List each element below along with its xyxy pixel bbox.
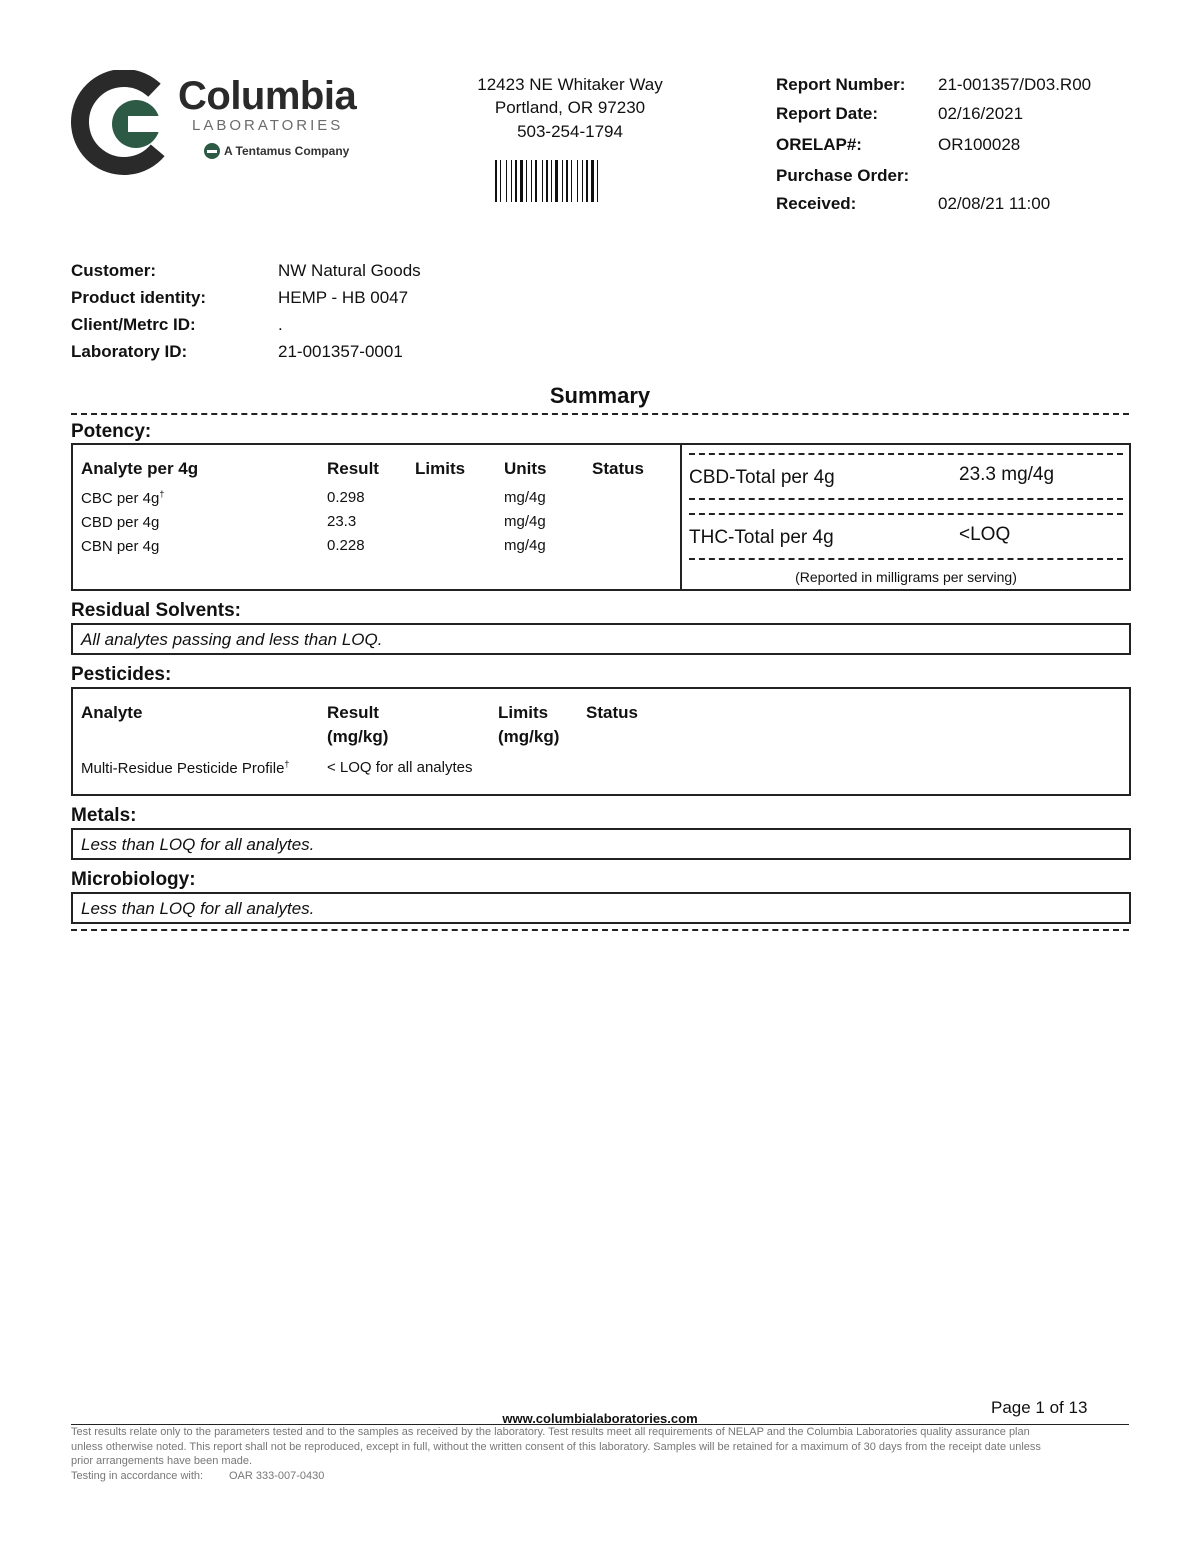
testing-accordance-value: OAR 333-007-0430 (229, 1470, 325, 1482)
footer-url[interactable]: www.columbialaboratories.com (502, 1411, 698, 1426)
footer-disclaimer-line3: prior arrangements have been made. (71, 1455, 252, 1467)
product-identity-label: Product identity: (71, 288, 207, 307)
orelap-number: OR100028 (938, 135, 1021, 154)
microbiology-box (71, 892, 1131, 924)
pesticides-heading: Pesticides: (71, 664, 172, 685)
col-result-unit: (mg/kg) (327, 727, 389, 746)
product-identity: HEMP - HB 0047 (278, 288, 409, 307)
footer-disclaimer-line2: unless otherwise noted. This report shall not be reproduced, except in full, without the written consent of this laboratory. Samples will be retained for a maximum of 30 days from the receipt date unless (71, 1441, 1041, 1453)
testing-accordance-label: Testing in accordance with: (71, 1470, 204, 1482)
potency-divider (680, 445, 682, 589)
page-number: Page 1 of 13 (991, 1398, 1088, 1417)
table-row-units: mg/4g (504, 537, 546, 554)
col-result-header: Result (327, 459, 379, 478)
col-limits-header: Limits (415, 459, 466, 478)
pesticides-box (71, 687, 1131, 796)
table-row-analyte: Multi-Residue Pesticide Profile† (81, 759, 290, 777)
logo-wordmark: Columbia (178, 74, 357, 118)
col-limits-header: Limits (498, 703, 549, 722)
report-date: 02/16/2021 (938, 104, 1024, 123)
client-metrc-id-label: Client/Metrc ID: (71, 315, 196, 334)
purchase-order-label: Purchase Order: (776, 166, 910, 185)
table-row-result: 0.228 (327, 537, 365, 554)
orelap-label: ORELAP#: (776, 135, 862, 154)
table-row-units: mg/4g (504, 489, 546, 506)
table-row-units: mg/4g (504, 513, 546, 530)
footer-divider (71, 1424, 1129, 1425)
residual-solvents-text: All analytes passing and less than LOQ. (81, 630, 383, 649)
received-label: Received: (776, 194, 857, 213)
divider (689, 513, 1123, 515)
microbiology-heading: Microbiology: (71, 869, 196, 890)
divider (71, 413, 1129, 415)
lab-address-line2: Portland, OR 97230 (494, 98, 646, 117)
barcode (495, 160, 629, 202)
cbd-total-label: CBD-Total per 4g (689, 467, 835, 488)
table-row-result: 23.3 (327, 513, 357, 530)
laboratory-id: 21-001357-0001 (278, 342, 403, 361)
col-analyte-header: Analyte per 4g (81, 459, 199, 478)
divider (689, 498, 1123, 500)
logo-tagline: A Tentamus Company (224, 144, 350, 158)
potency-heading: Potency: (71, 421, 152, 442)
tentamus-icon (203, 142, 221, 160)
col-status-header: Status (586, 703, 638, 722)
report-number-label: Report Number: (776, 75, 906, 94)
customer-name: NW Natural Goods (278, 261, 421, 280)
potency-note: (Reported in milligrams per serving) (795, 569, 1017, 585)
report-date-label: Report Date: (776, 104, 879, 123)
thc-total-value: <LOQ (959, 524, 1011, 545)
metals-heading: Metals: (71, 805, 137, 826)
footer-disclaimer-line1: Test results relate only to the parameters tested and to the samples as received by the laboratory. Test results meet all requirements of NELAP and the Columbia Laboratories quality assurance plan (71, 1426, 1030, 1438)
client-metrc-id: . (278, 315, 283, 334)
laboratory-id-label: Laboratory ID: (71, 342, 188, 361)
cbd-total-value: 23.3 mg/4g (959, 464, 1055, 485)
lab-phone: 503-254-1794 (517, 122, 623, 141)
table-row-result: 0.298 (327, 489, 365, 506)
col-analyte-header: Analyte (81, 703, 143, 722)
metals-text: Less than LOQ for all analytes. (81, 835, 315, 854)
microbiology-text: Less than LOQ for all analytes. (81, 899, 315, 918)
divider (689, 558, 1123, 560)
col-limits-unit: (mg/kg) (498, 727, 560, 746)
potency-box (71, 443, 1131, 591)
table-row-analyte: CBN per 4g (81, 538, 160, 555)
col-status-header: Status (592, 459, 644, 478)
metals-box (71, 828, 1131, 860)
residual-solvents-box (71, 623, 1131, 655)
table-row-result: < LOQ for all analytes (327, 759, 473, 776)
report-number: 21-001357/D03.R00 (938, 75, 1092, 94)
table-row-analyte: CBD per 4g (81, 514, 160, 531)
customer-label: Customer: (71, 261, 157, 280)
summary-title: Summary (549, 383, 651, 408)
lab-address-line1: 12423 NE Whitaker Way (477, 75, 663, 94)
table-row-analyte: CBC per 4g† (81, 489, 165, 507)
col-units-header: Units (504, 459, 547, 478)
logo-subtitle: LABORATORIES (192, 117, 344, 134)
residual-solvents-heading: Residual Solvents: (71, 600, 241, 621)
received-date: 02/08/21 11:00 (938, 194, 1051, 213)
thc-total-label: THC-Total per 4g (689, 527, 834, 548)
col-result-header: Result (327, 703, 379, 722)
divider (689, 453, 1123, 455)
divider (71, 929, 1129, 931)
